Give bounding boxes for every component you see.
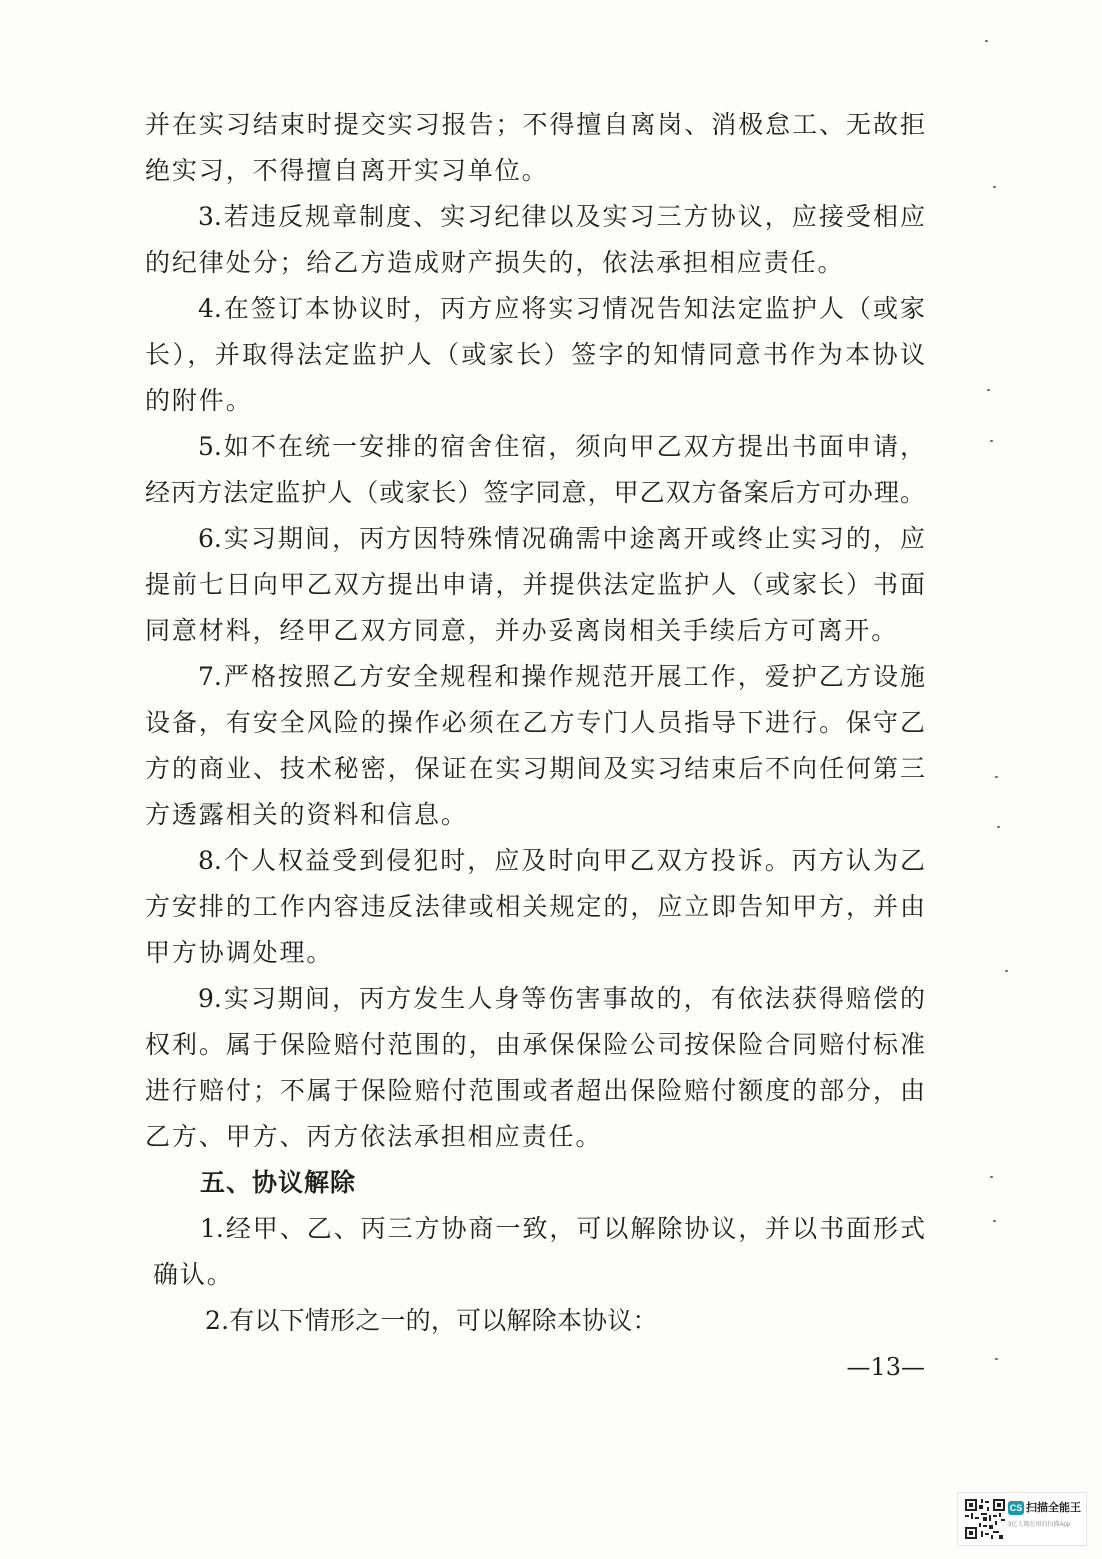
text-line: 甲方协调处理。 xyxy=(145,938,334,967)
scanner-watermark xyxy=(957,1492,1087,1546)
scan-speck xyxy=(995,1358,998,1360)
termination-clause-2-line: 2.有以下情形之一的，可以解除本协议： xyxy=(205,1306,658,1335)
text-line: 方安排的工作内容违反法律或相关规定的，应立即告知甲方，并由 xyxy=(145,892,925,921)
clause-4-line: 4.在签订本协议时，丙方应将实习情况告知法定监护人（或家 xyxy=(198,294,925,323)
scan-speck xyxy=(990,1176,993,1178)
text-line: 长），并取得法定监护人（或家长）签字的知情同意书作为本协议 xyxy=(145,340,925,369)
scan-speck xyxy=(993,1220,996,1222)
text-line: 权利。属于保险赔付范围的，由承保保险公司按保险合同赔付标准 xyxy=(145,1030,925,1059)
text-line: 的附件。 xyxy=(145,386,253,415)
text-line: 确认。 xyxy=(153,1260,234,1289)
scanner-brand-name: 扫描全能王 xyxy=(1026,1502,1081,1514)
scan-speck xyxy=(995,776,998,778)
scanner-logo-icon: CS xyxy=(1009,1503,1023,1513)
scan-speck xyxy=(985,40,988,42)
text-line: 乙方、甲方、丙方依法承担相应责任。 xyxy=(145,1122,603,1151)
scan-speck xyxy=(987,389,990,391)
scan-speck xyxy=(993,186,996,188)
text-line: 方的商业、技术秘密，保证在实习期间及实习结束后不向任何第三 xyxy=(145,754,925,783)
text-line: 绝实习，不得擅自离开实习单位。 xyxy=(145,156,549,185)
clause-6-line: 6.实习期间，丙方因特殊情况确需中途离开或终止实习的，应 xyxy=(198,524,925,553)
section-heading: 五、协议解除 xyxy=(200,1168,357,1197)
document-body xyxy=(145,102,925,1390)
qr-code-icon xyxy=(965,1499,1005,1539)
text-line: 设备，有安全风险的操作必须在乙方专门人员指导下进行。保守乙 xyxy=(145,708,925,737)
termination-clause-1-line: 1.经甲、乙、丙三方协商一致，可以解除协议，并以书面形式 xyxy=(200,1214,925,1243)
scan-speck xyxy=(997,826,1000,828)
clause-7-line: 7.严格按照乙方安全规程和操作规范开展工作，爱护乙方设施 xyxy=(198,662,925,691)
text-line: 经丙方法定监护人（或家长）签字同意，甲乙双方备案后方可办理。 xyxy=(145,478,925,507)
clause-3-line: 3.若违反规章制度、实习纪律以及实习三方协议，应接受相应 xyxy=(198,202,925,231)
text-line: 的纪律处分；给乙方造成财产损失的，依法承担相应责任。 xyxy=(145,248,845,277)
text-line: 方透露相关的资料和信息。 xyxy=(145,800,468,829)
clause-9-line: 9.实习期间，丙方发生人身等伤害事故的，有依法获得赔偿的 xyxy=(198,984,925,1013)
scan-speck xyxy=(1005,970,1008,972)
page-number: —13— xyxy=(846,1353,925,1381)
scanner-tagline: 3亿人都在用的扫描App xyxy=(1008,1522,1071,1528)
text-line: 提前七日向甲乙双方提出申请，并提供法定监护人（或家长）书面 xyxy=(145,570,925,599)
clause-5-line: 5.如不在统一安排的宿舍住宿，须向甲乙双方提出书面申请， xyxy=(198,432,925,461)
clause-8-line: 8.个人权益受到侵犯时，应及时向甲乙双方投诉。丙方认为乙 xyxy=(198,846,925,875)
scan-speck xyxy=(990,440,993,442)
text-line: 同意材料，经甲乙双方同意，并办妥离岗相关手续后方可离开。 xyxy=(145,616,899,645)
text-line: 并在实习结束时提交实习报告；不得擅自离岗、消极怠工、无故拒 xyxy=(145,110,925,139)
text-line: 进行赔付；不属于保险赔付范围或者超出保险赔付额度的部分，由 xyxy=(145,1076,925,1105)
